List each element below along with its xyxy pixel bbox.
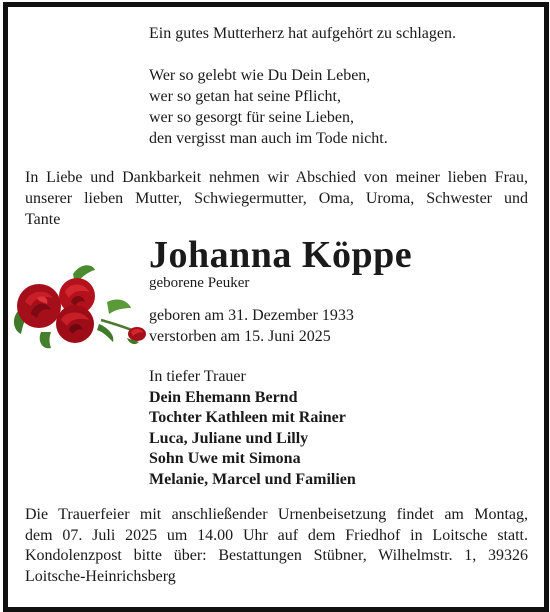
leaf-shape (97, 324, 113, 342)
intro-line-2: unserer lieben Mutter, Schwiegermutter, Oma, Uroma, Schwester und (25, 190, 528, 207)
funeral-line-3: Kondolenzpost bitte über: Bestattungen Stübner, Wilhelmstr. 1, 39326 (25, 547, 528, 564)
mourner-line: Luca, Juliane und Lilly (149, 429, 309, 447)
farewell-intro (25, 167, 528, 230)
notice-content (8, 7, 544, 607)
leaf-shape (40, 332, 51, 348)
mourners-heading: In tiefer Trauer (149, 368, 246, 385)
deceased-name: Johanna Köppe (149, 234, 413, 276)
verse-line-3: wer so getan hat seine Pflicht, (149, 88, 341, 105)
funeral-details (25, 505, 528, 587)
mourners-block (149, 367, 356, 490)
death-date: verstorben am 15. Juni 2025 (149, 328, 331, 345)
mourner-line: Dein Ehemann Bernd (149, 388, 298, 406)
red-roses-image (11, 262, 151, 352)
mourner-line: Sohn Uwe mit Simona (149, 450, 301, 467)
funeral-line-2: dem 07. Juli 2025 um 14.00 Uhr auf dem Friedhof in Loitsche statt. (25, 526, 528, 544)
intro-line-3: Tante (25, 211, 61, 228)
funeral-line-1: Die Trauerfeier mit anschließender Urnenbeisetzung findet am Montag, (25, 506, 528, 523)
mourner-line: Tochter Kathleen mit Rainer (149, 409, 346, 426)
verse-line-2: Wer so gelebt wie Du Dein Leben, (149, 67, 371, 84)
verse-line-5: den vergisst man auch im Tode nicht. (149, 130, 388, 147)
leaf-shape (107, 300, 131, 314)
memorial-verse (149, 23, 456, 149)
mourner-line: Melanie, Marcel und Familien (149, 470, 356, 488)
rose-shape (56, 305, 94, 343)
intro-line-1: In Liebe und Dankbarkeit nehmen wir Abschied von meiner lieben Frau, (25, 169, 528, 186)
life-dates (149, 305, 354, 347)
funeral-line-4: Loitsche-Heinrichsberg (25, 567, 176, 585)
birth-date: geboren am 31. Dezember 1933 (149, 307, 354, 324)
verse-line-1: Ein gutes Mutterherz hat aufgehört zu schlagen. (149, 25, 456, 42)
maiden-name: geborene Peuker (149, 275, 250, 291)
notice-frame (3, 2, 549, 612)
verse-line-4: wer so gesorgt für seine Lieben, (149, 109, 354, 126)
